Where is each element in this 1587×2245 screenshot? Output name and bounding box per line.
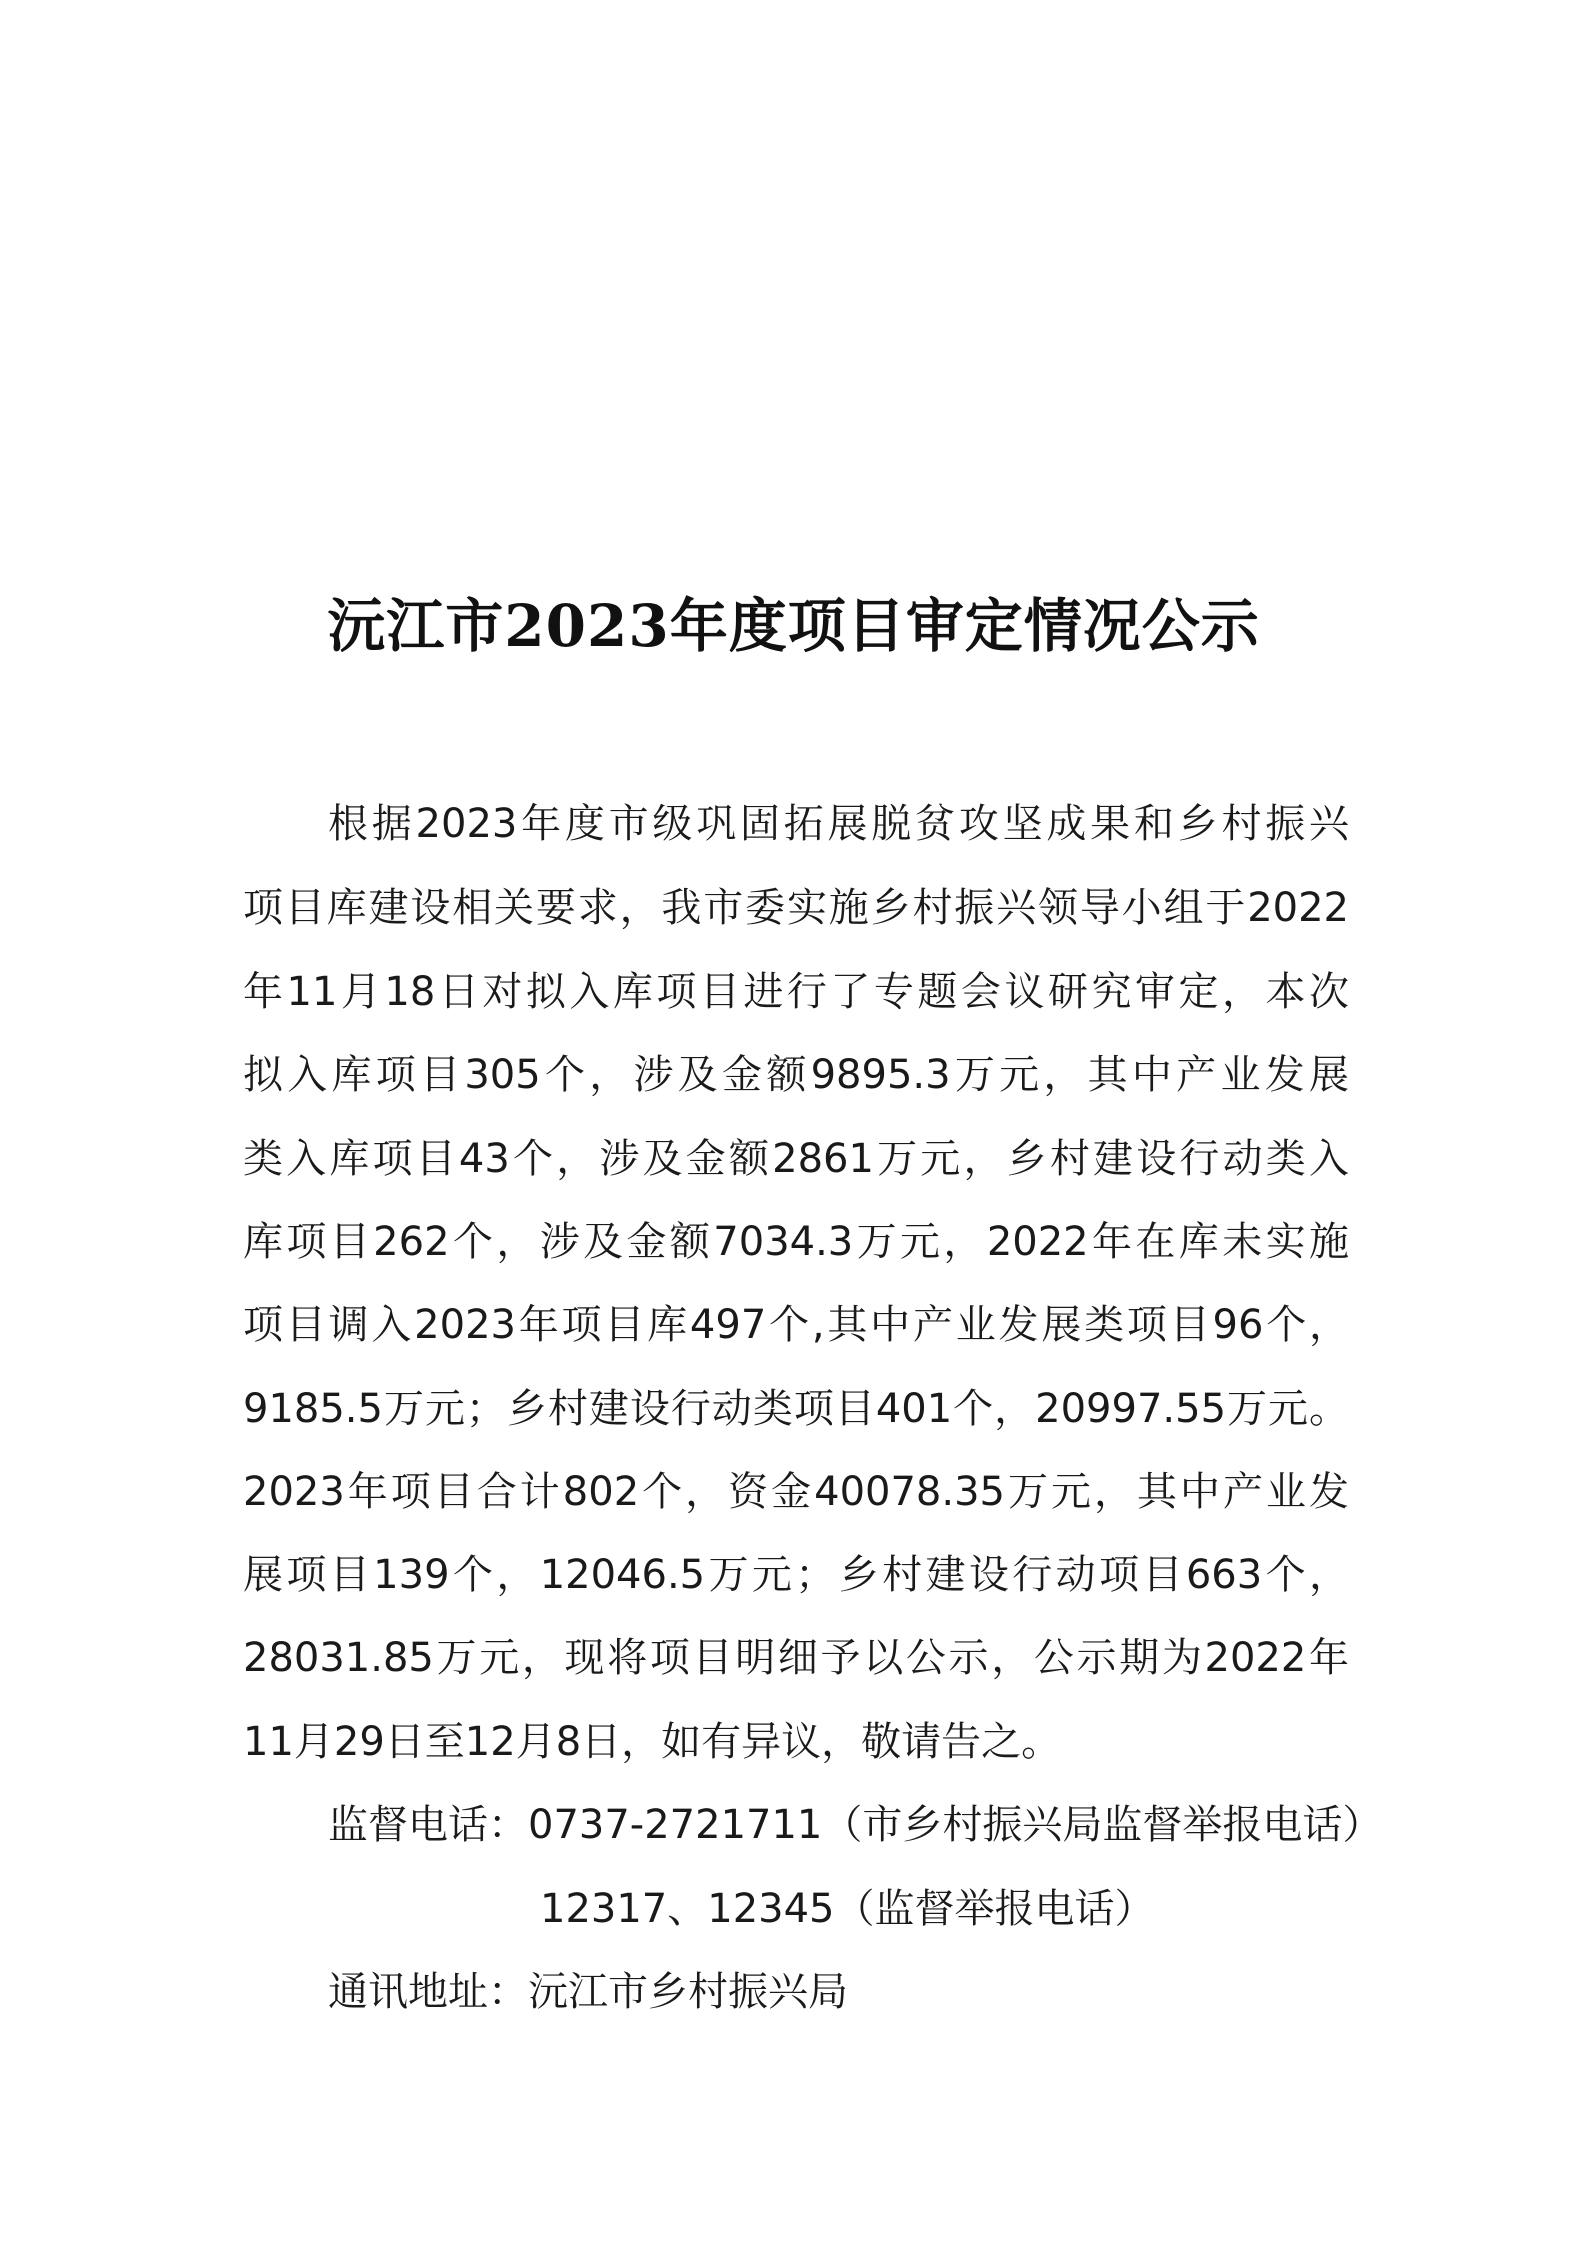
body-line-7: 项目调入2023年项目库497个,其中产业发展类项目96个， <box>243 1302 1349 1348</box>
body-line-5: 类入库项目43个，涉及金额2861万元，乡村建设行动类入 <box>243 1136 1349 1182</box>
body-line-10: 展项目139个，12046.5万元；乡村建设行动项目663个， <box>243 1552 1349 1598</box>
body-line-11: 28031.85万元，现将项目明细予以公示，公示期为2022年 <box>243 1635 1349 1681</box>
address-line: 通讯地址：沅江市乡村振兴局 <box>328 1969 848 2015</box>
supervision-phone-line: 监督电话：0737-2721711（市乡村振兴局监督举报电话） <box>328 1802 1383 1848</box>
body-line-6: 库项目262个，涉及金额7034.3万元，2022年在库未实施 <box>243 1219 1349 1265</box>
body-line-1: 根据2023年度市级巩固拓展脱贫攻坚成果和乡村振兴 <box>328 801 1349 847</box>
document-title: 沅江市2023年度项目审定情况公示 <box>327 592 1260 660</box>
supervision-phone-line-2: 12317、12345（监督举报电话） <box>540 1886 1155 1932</box>
body-line-8: 9185.5万元；乡村建设行动类项目401个，20997.55万元。 <box>243 1386 1349 1432</box>
body-line-9: 2023年项目合计802个，资金40078.35万元，其中产业发 <box>243 1469 1349 1515</box>
body-line-3: 年11月18日对拟入库项目进行了专题会议研究审定，本次 <box>243 969 1349 1015</box>
body-line-12: 11月29日至12月8日，如有异议，敬请告之。 <box>243 1719 1062 1765</box>
body-line-4: 拟入库项目305个，涉及金额9895.3万元，其中产业发展 <box>243 1052 1349 1098</box>
body-line-2: 项目库建设相关要求，我市委实施乡村振兴领导小组于2022 <box>243 885 1349 931</box>
